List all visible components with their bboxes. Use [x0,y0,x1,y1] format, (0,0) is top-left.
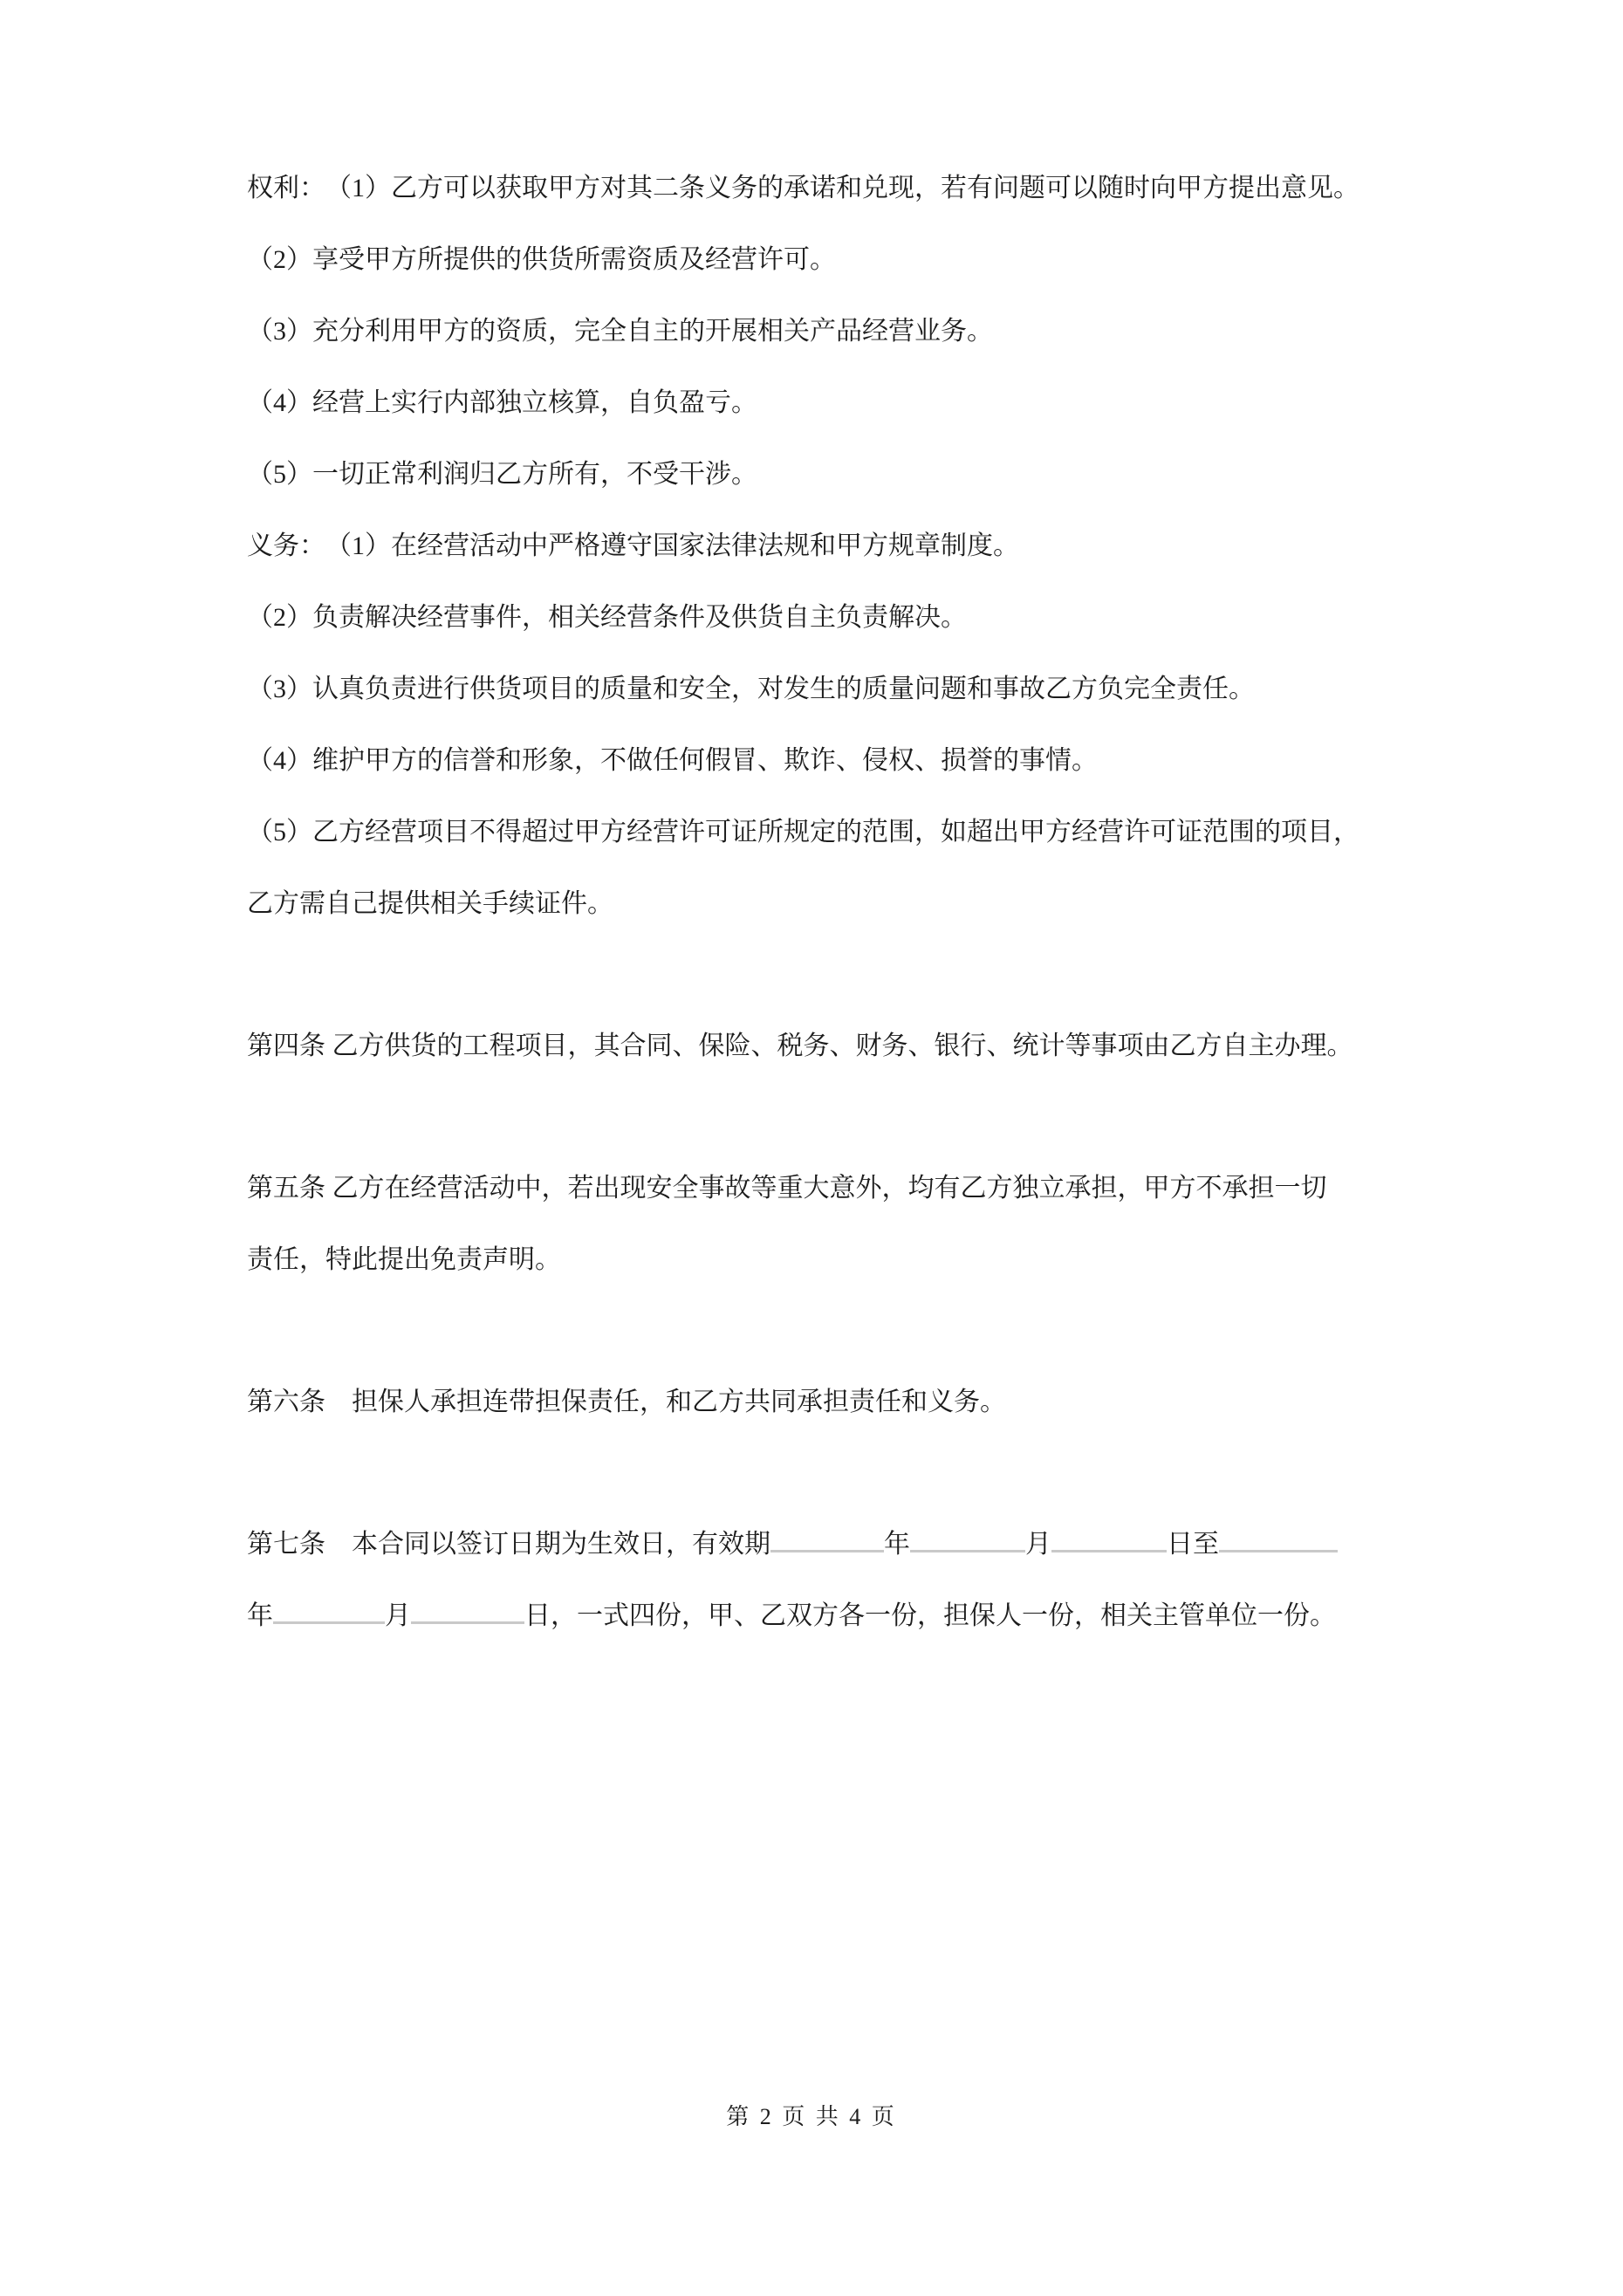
blank-underline [411,1604,524,1624]
text-line [247,439,1407,511]
blank-underline [273,1604,385,1624]
text-segment: 年 [884,1530,910,1559]
text-line [247,367,1407,439]
text-segment: （4）经营上实行内部独立核算，自负盈亏。 [247,388,757,417]
text-segment: 月 [1025,1530,1051,1559]
text-line [247,224,1407,296]
blank-underline [910,1532,1025,1552]
text-line [247,1509,1407,1580]
text-line [247,1367,1407,1438]
text-segment: （5）一切正常利润归乙方所有，不受干涉。 [247,460,757,489]
blank-underline [1219,1532,1338,1552]
text-segment: （2）负责解决经营事件，相关经营条件及供货自主负责解决。 [247,603,967,632]
text-segment: 月 [385,1601,411,1630]
page-number-text: 第 2 页 共 4 页 [726,2104,897,2129]
page-footer [0,2102,1623,2132]
text-segment: 义务： （1）在经营活动中严格遵守国家法律法规和甲方规章制度。 [247,531,1019,560]
text-segment: 第四条 乙方供货的工程项目，其合同、保险、税务、财务、银行、统计等事项由乙方自主办理。 [247,1031,1353,1060]
text-line [247,296,1407,367]
text-segment: 第七条 本合同以签订日期为生效日，有效期 [247,1530,770,1559]
text-line [247,582,1407,654]
text-segment: 日，一式四份，甲、乙双方各一份，担保人一份，相关主管单位一份。 [524,1601,1336,1630]
text-line [247,797,1407,868]
text-line [247,654,1407,725]
text-segment: 第六条 担保人承担连带担保责任，和乙方共同承担责任和义务。 [247,1388,1006,1416]
text-segment: 权利： （1）乙方可以获取甲方对其二条义务的承诺和兑现，若有问题可以随时向甲方提出意见。 [247,174,1359,202]
text-segment: 乙方需自己提供相关手续证件。 [247,889,613,918]
text-segment: （3）认真负责进行供货项目的质量和安全，对发生的质量问题和事故乙方负完全责任。 [247,675,1255,703]
text-segment: （4）维护甲方的信誉和形象，不做任何假冒、欺诈、侵权、损誉的事情。 [247,746,1098,775]
blank-underline [770,1532,884,1552]
text-segment: （2）享受甲方所提供的供货所需资质及经营许可。 [247,245,836,274]
text-line [247,1580,1407,1652]
text-segment: 责任，特此提出免责声明。 [247,1245,561,1274]
text-line [247,868,1407,940]
text-line [247,153,1407,224]
blank-underline [1051,1532,1167,1552]
text-segment: 年 [247,1601,273,1630]
text-line [247,1011,1407,1082]
text-line [247,725,1407,797]
text-line [247,1153,1407,1224]
text-segment: 第五条 乙方在经营活动中，若出现安全事故等重大意外，均有乙方独立承担，甲方不承担一切 [247,1174,1327,1203]
text-segment: 日至 [1167,1530,1219,1559]
text-segment: （5）乙方经营项目不得超过甲方经营许可证所规定的范围，如超出甲方经营许可证范围的项目， [247,818,1359,846]
text-line [247,511,1407,582]
text-line [247,1224,1407,1296]
document-body [247,153,1407,1652]
text-segment: （3）充分利用甲方的资质，完全自主的开展相关产品经营业务。 [247,317,993,346]
